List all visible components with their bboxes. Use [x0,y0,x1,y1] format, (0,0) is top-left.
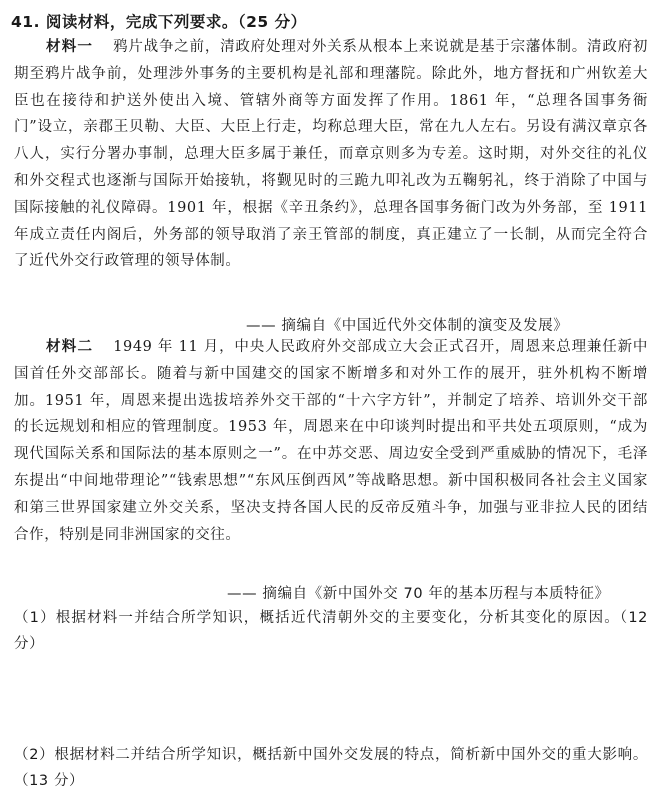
material-two-label: 材料二 [46,339,94,355]
question-title: 41. 阅读材料，完成下列要求。（25 分） [11,13,307,31]
material-two-paragraph [14,334,648,548]
sub-question-2: （2）根据材料二并结合所学知识，概括新中国外交发展的特点，简析新中国外交的重大影响。（13 分） [14,747,648,789]
sub-question-1: （1）根据材料一并结合所学知识，概括近代清朝外交的主要变化，分析其变化的原因。（12 分） [14,610,648,652]
material-one-source: —— 摘编自《中国近代外交体制的演变及发展》 [246,318,569,334]
material-two-source: —— 摘编自《新中国外交 70 年的基本历程与本质特征》 [227,586,610,602]
material-one-label: 材料一 [46,39,94,55]
material-two-text: 1949 年 11 月，中央人民政府外交部成立大会正式召开，周恩来总理兼任新中国首任外交部部长。随着与新中国建交的国家不断增多和对外工作的展开，驻外机构不断增加。1951 年，周恩来提出选拔培养外交干部的“十六字方针”，并制定了培养、培训外交干部的长远规划和相应的管理制度。1953 年，周恩来在中印谈判时提出和平共处五项原则，“成为现代国际关系和国际法的基本原则之一”。在中苏交恶、周边安全受到严重威胁的情况下，毛泽东提出“中间地带理论”“钱索思想”“东风压倒西风”等战略思想。新中国积极同各社会主义国家和第三世界国家建立外交关系，坚决支持各国人民的反帝反殖斗争，加强与亚非拉人民的团结合作，特别是同非洲国家的交往。 [14,339,649,543]
material-one-paragraph [14,34,648,275]
material-one-text: 鸦片战争之前，清政府处理对外关系从根本上来说就是基于宗藩体制。清政府初期至鸦片战争前，处理涉外事务的主要机构是礼部和理藩院。除此外，地方督抚和广州钦差大臣也在接待和护送外使出入境、管辖外商等方面发挥了作用。1861 年，“总理各国事务衙门”设立，亲郡王贝勒、大臣、大臣上行走，均称总理大臣，常在九人左右。另设有满汉章京各八人，实行分署办事制，总理大臣多属于兼任，而章京则多为专差。这时期，对外交往的礼仪和外交程式也逐渐与国际开始接轨，将觐见时的三跪九叩礼改为五鞠躬礼，终于消除了中国与国际接触的礼仪障碍。1901 年，根据《辛丑条约》，总理各国事务衙门改为外务部，至 1911 年成立责任内阁后，外务部的领导取消了亲王管部的制度，真正建立了一长制，从而完全符合了近代外交行政管理的领导体制。 [14,39,649,270]
